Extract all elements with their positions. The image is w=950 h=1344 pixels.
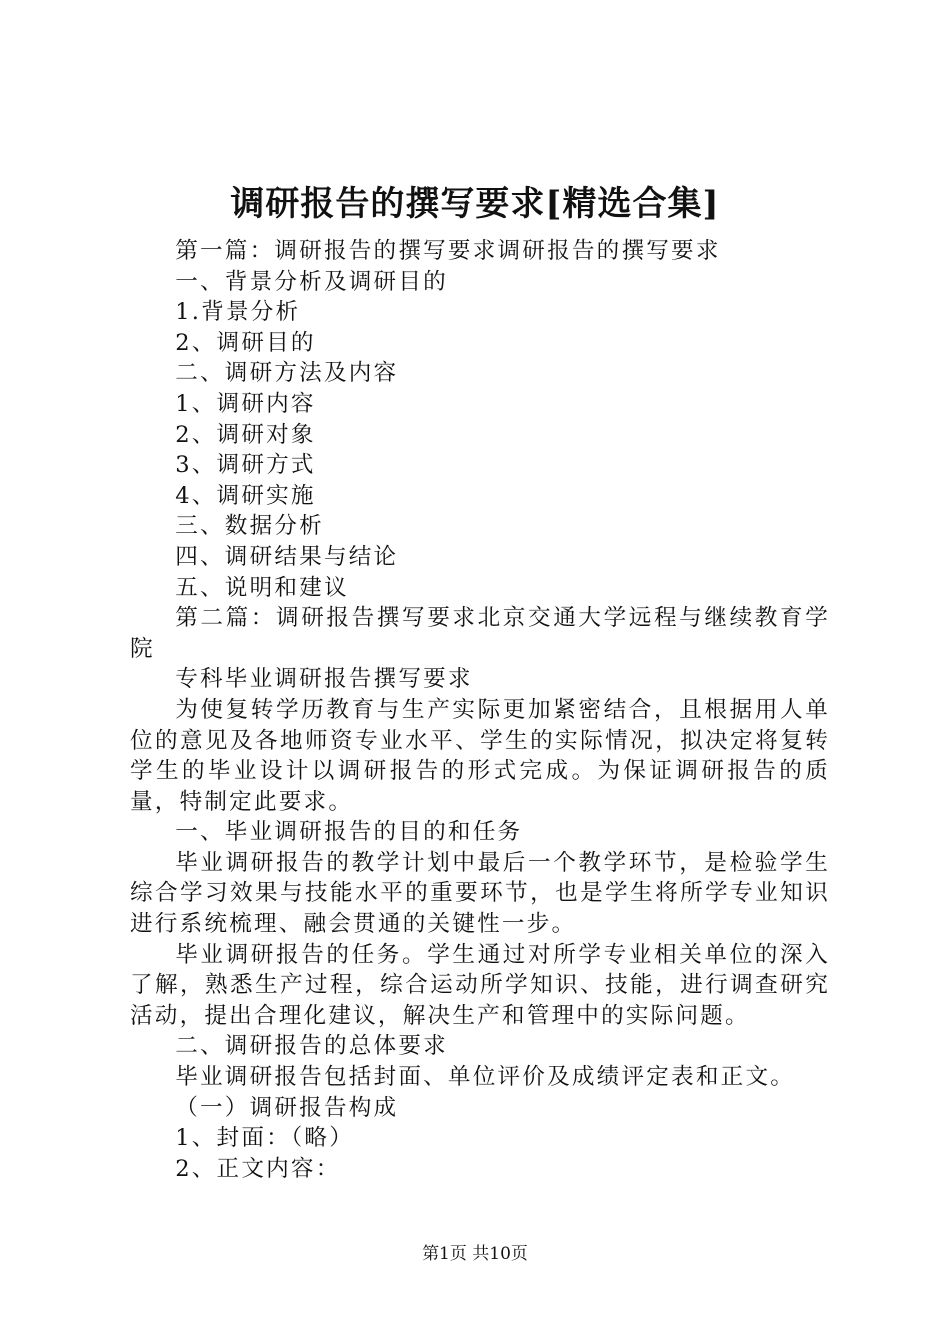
paragraph: 二、调研方法及内容 (175, 360, 399, 387)
paragraph: 2、调研对象 (175, 421, 316, 448)
paragraph: 第二篇：调研报告撰写要求北京交通大学远程与继续教育学院 (130, 605, 830, 662)
document-body (130, 236, 830, 1184)
paragraph: 一、背景分析及调研目的 (175, 268, 448, 295)
paragraph: 五、说明和建议 (175, 574, 349, 601)
paragraph: 2、正文内容： (175, 1155, 341, 1182)
document-title: 调研报告的撰写要求[精选合集] (230, 184, 720, 224)
paragraph: 1、封面：（略） (175, 1125, 355, 1152)
paragraph: 专科毕业调研报告撰写要求 (175, 666, 473, 693)
paragraph: 毕业调研报告的任务。学生通过对所学专业相关单位的深入了解，熟悉生产过程，综合运动所学知识、技能，进行调查研究活动，提出合理化建议，解决生产和管理中的实际问题。 (130, 941, 830, 1029)
paragraph: 第一篇：调研报告的撰写要求调研报告的撰写要求 (175, 238, 721, 264)
paragraph: 毕业调研报告的教学计划中最后一个教学环节，是检验学生综合学习效果与技能水平的重要环节，也是学生将所学专业知识进行系统梳理、融会贯通的关键性一步。 (130, 849, 830, 938)
paragraph: 3、调研方式 (175, 452, 316, 479)
paragraph: 4、调研实施 (175, 482, 316, 509)
paragraph: 1、调研内容 (175, 390, 316, 417)
paragraph: 2、调研目的 (175, 329, 316, 356)
paragraph: 四、调研结果与结论 (175, 543, 399, 570)
paragraph: 二、调研报告的总体要求 (175, 1033, 448, 1060)
paragraph: 1.背景分析 (175, 299, 301, 326)
page-footer: 第1页 共10页 (422, 1244, 528, 1264)
paragraph: 一、毕业调研报告的目的和任务 (175, 819, 523, 846)
paragraph: 毕业调研报告包括封面、单位评价及成绩评定表和正文。 (175, 1064, 796, 1091)
paragraph: 三、数据分析 (175, 513, 324, 540)
paragraph: 为使复转学历教育与生产实际更加紧密结合，且根据用人单位的意见及各地师资专业水平、学生的实际情况，拟决定将复转学生的毕业设计以调研报告的形式完成。为保证调研报告的质量，特制定此要求。 (130, 696, 830, 815)
paragraph: （一）调研报告构成 (175, 1094, 399, 1121)
